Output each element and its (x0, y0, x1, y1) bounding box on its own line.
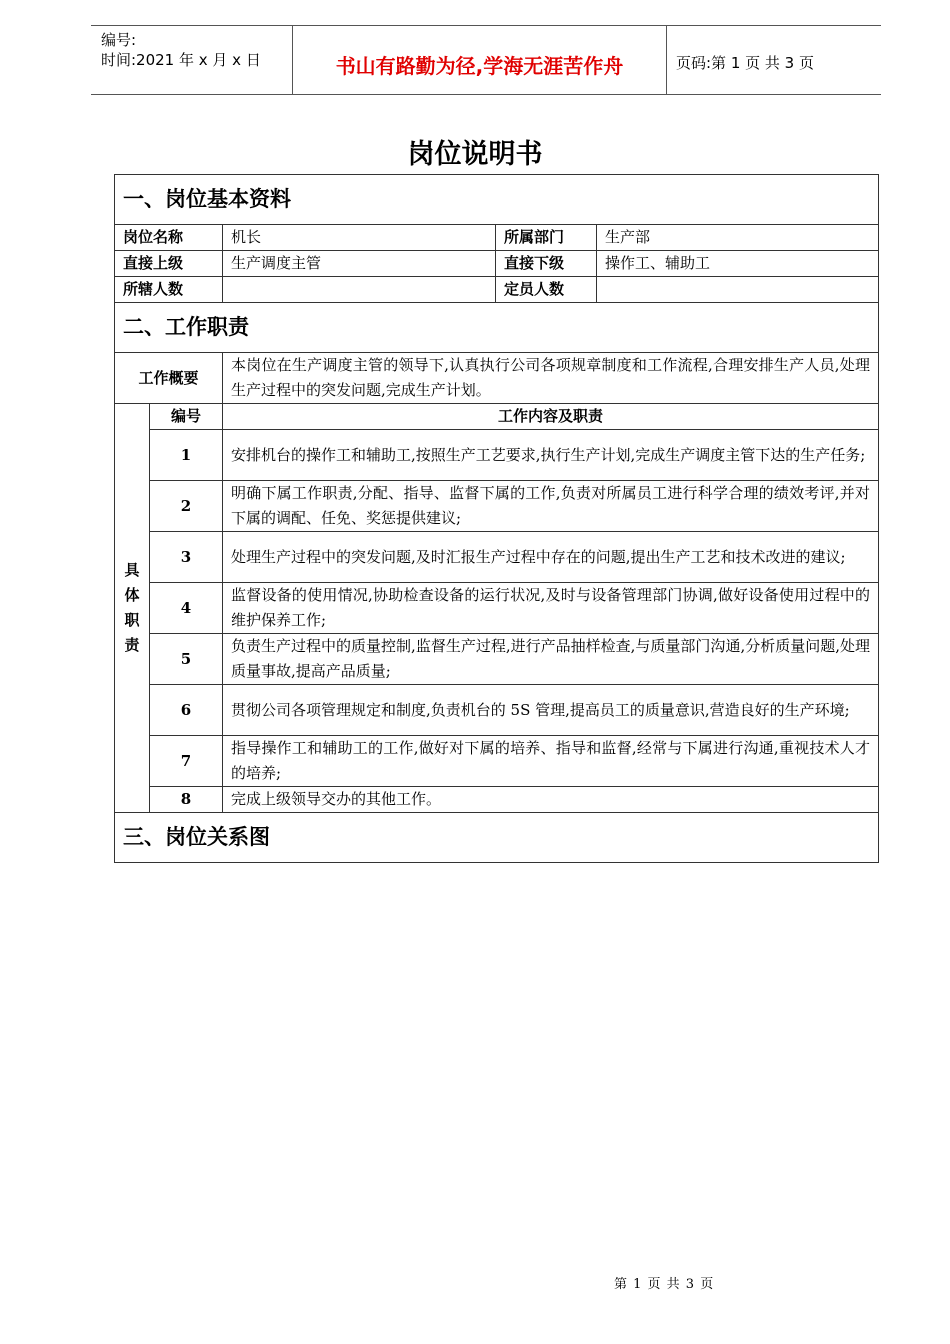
duty-number: 1 (150, 430, 223, 481)
job-title-value: 机长 (223, 225, 496, 251)
job-title-label: 岗位名称 (115, 225, 223, 251)
section1-heading-row (115, 175, 879, 225)
table-row (115, 583, 879, 634)
document-title: 岗位说明书 (407, 139, 543, 170)
duty-text: 处理生产过程中的突发问题,及时汇报生产过程中存在的问题,提出生产工艺和技术改进的建议; (223, 532, 879, 583)
department-label: 所属部门 (496, 225, 597, 251)
duty-number: 7 (150, 736, 223, 787)
section3-heading: 三、岗位关系图 (115, 813, 879, 863)
table-row (115, 430, 879, 481)
duty-text: 监督设备的使用情况,协助检查设备的运行状况,及时与设备管理部门协调,做好设备使用过程中的维护保养工作; (223, 583, 879, 634)
duty-number: 3 (150, 532, 223, 583)
overview-row (115, 353, 879, 404)
header-left-cell (91, 26, 292, 94)
section2-heading: 二、工作职责 (115, 303, 879, 353)
table-row (115, 634, 879, 685)
duty-number: 8 (150, 787, 223, 813)
section3-heading-row (115, 813, 879, 863)
header-page-cell (666, 26, 881, 94)
department-value: 生产部 (597, 225, 879, 251)
direct-subordinate-label: 直接下级 (496, 251, 597, 277)
staffing-label: 定员人数 (496, 277, 597, 303)
section1-heading: 一、岗位基本资料 (115, 175, 879, 225)
number-column-header: 编号 (150, 404, 223, 430)
table-row (115, 532, 879, 583)
duty-number: 4 (150, 583, 223, 634)
table-row (115, 481, 879, 532)
page-footer: 第 1 页 共 3 页 (614, 1277, 715, 1292)
duties-header-row (115, 404, 879, 430)
job-description-table (114, 174, 879, 863)
header-page-number: 页码:第 1 页 共 3 页 (676, 54, 814, 72)
duty-number: 6 (150, 685, 223, 736)
duty-number: 2 (150, 481, 223, 532)
page-header (91, 25, 881, 95)
direct-superior-label: 直接上级 (115, 251, 223, 277)
headcount-value (223, 277, 496, 303)
basic-info-row (115, 251, 879, 277)
section2-heading-row (115, 303, 879, 353)
table-row (115, 736, 879, 787)
table-row (115, 787, 879, 813)
duty-text: 指导操作工和辅助工的工作,做好对下属的培养、指导和监督,经常与下属进行沟通,重视技术人才的培养; (223, 736, 879, 787)
overview-text: 本岗位在生产调度主管的领导下,认真执行公司各项规章制度和工作流程,合理安排生产人员,处理生产过程中的突发问题,完成生产计划。 (223, 353, 879, 404)
duty-text: 完成上级领导交办的其他工作。 (223, 787, 879, 813)
basic-info-row (115, 225, 879, 251)
duty-text: 明确下属工作职责,分配、指导、监督下属的工作,负责对所属员工进行科学合理的绩效考评,并对下属的调配、任免、奖惩提供建议; (223, 481, 879, 532)
direct-subordinate-value: 操作工、辅助工 (597, 251, 879, 277)
duty-text: 贯彻公司各项管理规定和制度,负责机台的 5S 管理,提高员工的质量意识,营造良好的生产环境; (223, 685, 879, 736)
content-column-header: 工作内容及职责 (223, 404, 879, 430)
direct-superior-value: 生产调度主管 (223, 251, 496, 277)
duty-text: 负责生产过程中的质量控制,监督生产过程,进行产品抽样检查,与质量部门沟通,分析质量问题,处理质量事故,提高产品质量; (223, 634, 879, 685)
duty-number: 5 (150, 634, 223, 685)
document-time-label: 时间:2021 年 x 月 x 日 (101, 51, 261, 69)
basic-info-row (115, 277, 879, 303)
table-row (115, 685, 879, 736)
overview-label: 工作概要 (115, 353, 223, 404)
document-number-label: 编号: (101, 31, 137, 49)
staffing-value (597, 277, 879, 303)
headcount-label: 所辖人数 (115, 277, 223, 303)
duty-text: 安排机台的操作工和辅助工,按照生产工艺要求,执行生产计划,完成生产调度主管下达的生产任务; (223, 430, 879, 481)
specific-duties-label: 具 体 职 责 (115, 404, 150, 813)
header-motto-cell (292, 26, 667, 94)
header-motto: 书山有路勤为径,学海无涯苦作舟 (335, 54, 624, 78)
